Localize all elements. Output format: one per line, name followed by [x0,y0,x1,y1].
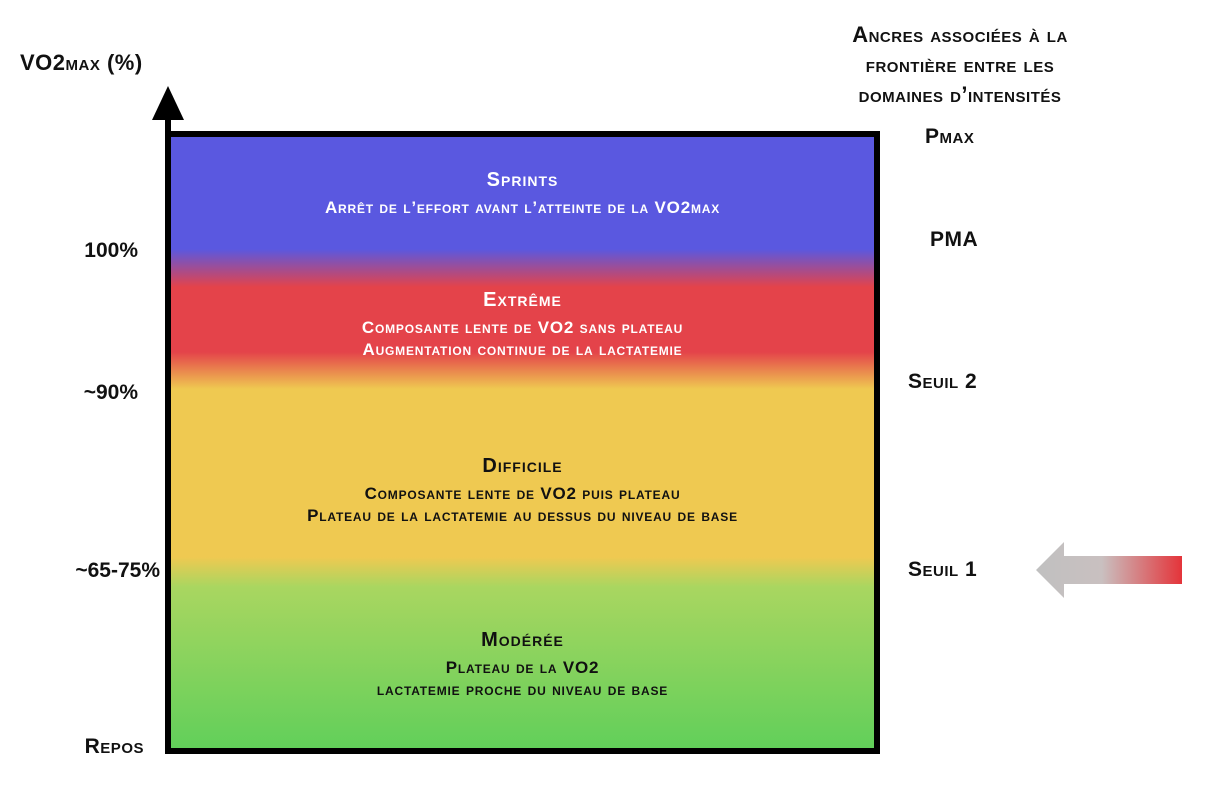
anchors-title-line-2: frontière entre les [865,52,1055,77]
anchors-title-line-3: domaines d’intensités [858,82,1062,107]
tick-label-repos: Repos [84,735,144,758]
left-arrow-icon [1036,542,1182,598]
zone-difficile-title: Difficile [482,455,563,477]
zone-sprints-title: Sprints [486,169,559,191]
zone-difficile-line-1: Composante lente de VO2 puis plateau [364,484,681,503]
zone-sprints-line-1: Arrêt de l’effort avant l’atteinte de la VO2max [324,198,721,217]
tick-label-100: 100% [84,239,138,262]
axis-title: VO2max (%) [20,50,143,75]
anchor-seuil-1: Seuil 1 [908,558,978,581]
anchors-title [770,20,1150,110]
zone-extreme-line-1: Composante lente de VO2 sans plateau [361,318,684,337]
zone-extreme [171,289,874,360]
zone-difficile-line-2: Plateau de la lactatemie au dessus du niveau de base [307,506,738,525]
axis-arrowhead-icon [152,86,184,120]
tick-label-65-75: ~65-75% [75,559,160,582]
zone-extreme-title: Extrême [483,289,562,311]
zone-sprints [171,169,874,218]
anchor-pma: PMA [930,228,979,251]
anchors-title-line-1: Ancres associées à la [852,22,1068,47]
anchor-seuil-2: Seuil 2 [908,370,978,393]
zone-extreme-line-2: Augmentation continue de la lactatemie [362,340,683,359]
anchor-pmax: Pmax [925,125,975,148]
zone-moderee-line-2: lactatemie proche du niveau de base [376,680,669,699]
zone-difficile [171,455,874,526]
zone-moderee-title: Modérée [481,629,564,651]
zone-moderee [171,629,874,700]
tick-label-90: ~90% [83,381,138,404]
zone-moderee-line-1: Plateau de la VO2 [445,658,600,677]
intensity-zones-box [165,131,880,754]
